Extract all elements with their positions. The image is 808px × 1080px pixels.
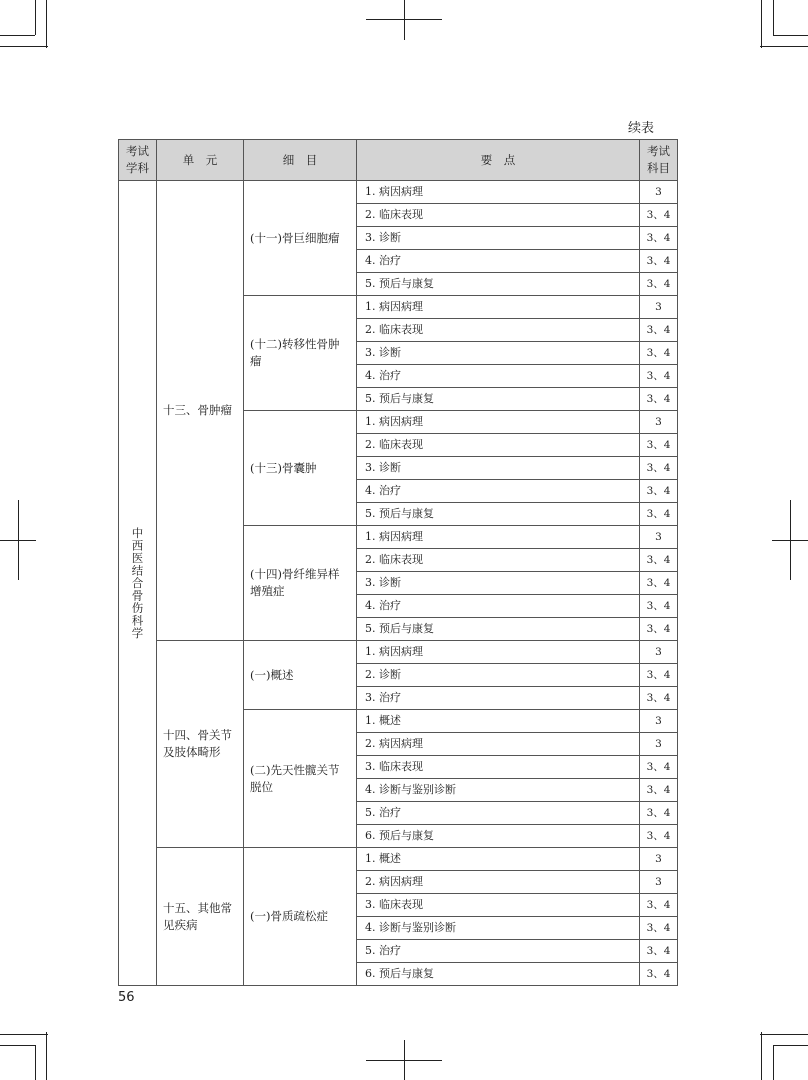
point-cell: 6. 预后与康复 bbox=[357, 963, 640, 986]
exam-subject-cell: 3、4 bbox=[640, 549, 678, 572]
point-cell: 3. 临床表现 bbox=[357, 894, 640, 917]
subject-cell: 中西医结合骨伤科学 bbox=[119, 181, 157, 986]
exam-subject-cell: 3 bbox=[640, 411, 678, 434]
header-unit: 单 元 bbox=[157, 140, 244, 181]
exam-subject-cell: 3 bbox=[640, 710, 678, 733]
exam-subject-cell: 3、4 bbox=[640, 434, 678, 457]
exam-subject-cell: 3、4 bbox=[640, 940, 678, 963]
unit-cell: 十四、骨关节及肢体畸形 bbox=[157, 641, 244, 848]
point-cell: 4. 诊断与鉴别诊断 bbox=[357, 917, 640, 940]
point-cell: 1. 病因病理 bbox=[357, 181, 640, 204]
header-subject: 考试 学科 bbox=[119, 140, 157, 181]
item-cell: (十二)转移性骨肿瘤 bbox=[244, 296, 357, 411]
exam-subject-cell: 3、4 bbox=[640, 319, 678, 342]
exam-subject-cell: 3、4 bbox=[640, 365, 678, 388]
exam-subject-cell: 3、4 bbox=[640, 227, 678, 250]
point-cell: 2. 临床表现 bbox=[357, 204, 640, 227]
point-cell: 2. 临床表现 bbox=[357, 434, 640, 457]
exam-subject-cell: 3、4 bbox=[640, 457, 678, 480]
point-cell: 2. 病因病理 bbox=[357, 733, 640, 756]
header-exam-subject: 考试 科目 bbox=[640, 140, 678, 181]
point-cell: 2. 病因病理 bbox=[357, 871, 640, 894]
exam-subject-cell: 3 bbox=[640, 733, 678, 756]
exam-subject-cell: 3、4 bbox=[640, 273, 678, 296]
exam-subject-cell: 3、4 bbox=[640, 618, 678, 641]
exam-subject-cell: 3 bbox=[640, 848, 678, 871]
item-cell: (十四)骨纤维异样增殖症 bbox=[244, 526, 357, 641]
item-cell: (一)骨质疏松症 bbox=[244, 848, 357, 986]
table-header-row bbox=[119, 140, 678, 181]
syllabus-table bbox=[118, 139, 678, 986]
point-cell: 4. 治疗 bbox=[357, 365, 640, 388]
point-cell: 4. 诊断与鉴别诊断 bbox=[357, 779, 640, 802]
exam-subject-cell: 3、4 bbox=[640, 664, 678, 687]
page-number: 56 bbox=[118, 990, 135, 1005]
exam-subject-cell: 3、4 bbox=[640, 917, 678, 940]
point-cell: 1. 病因病理 bbox=[357, 526, 640, 549]
exam-subject-cell: 3、4 bbox=[640, 963, 678, 986]
header-item: 细 目 bbox=[244, 140, 357, 181]
exam-subject-cell: 3、4 bbox=[640, 388, 678, 411]
point-cell: 3. 诊断 bbox=[357, 342, 640, 365]
unit-cell: 十三、骨肿瘤 bbox=[157, 181, 244, 641]
exam-subject-cell: 3、4 bbox=[640, 825, 678, 848]
point-cell: 5. 治疗 bbox=[357, 802, 640, 825]
point-cell: 5. 预后与康复 bbox=[357, 618, 640, 641]
exam-subject-cell: 3、4 bbox=[640, 779, 678, 802]
item-cell: (一)概述 bbox=[244, 641, 357, 710]
point-cell: 2. 临床表现 bbox=[357, 319, 640, 342]
table-row bbox=[119, 181, 678, 204]
exam-subject-cell: 3、4 bbox=[640, 480, 678, 503]
table-body bbox=[119, 181, 678, 986]
point-cell: 5. 治疗 bbox=[357, 940, 640, 963]
exam-subject-cell: 3、4 bbox=[640, 802, 678, 825]
exam-subject-cell: 3、4 bbox=[640, 572, 678, 595]
point-cell: 4. 治疗 bbox=[357, 595, 640, 618]
point-cell: 3. 治疗 bbox=[357, 687, 640, 710]
continued-table-label: 续表 bbox=[628, 121, 655, 136]
exam-subject-cell: 3、4 bbox=[640, 250, 678, 273]
point-cell: 1. 概述 bbox=[357, 848, 640, 871]
item-cell: (十一)骨巨细胞瘤 bbox=[244, 181, 357, 296]
exam-subject-cell: 3、4 bbox=[640, 342, 678, 365]
exam-subject-cell: 3、4 bbox=[640, 756, 678, 779]
exam-subject-cell: 3 bbox=[640, 871, 678, 894]
point-cell: 4. 治疗 bbox=[357, 250, 640, 273]
point-cell: 3. 诊断 bbox=[357, 572, 640, 595]
table-row bbox=[119, 848, 678, 871]
table-row bbox=[119, 641, 678, 664]
item-cell: (二)先天性髋关节脱位 bbox=[244, 710, 357, 848]
exam-subject-cell: 3 bbox=[640, 296, 678, 319]
point-cell: 1. 病因病理 bbox=[357, 296, 640, 319]
point-cell: 3. 诊断 bbox=[357, 457, 640, 480]
exam-subject-cell: 3、4 bbox=[640, 595, 678, 618]
point-cell: 1. 概述 bbox=[357, 710, 640, 733]
exam-subject-cell: 3 bbox=[640, 526, 678, 549]
point-cell: 1. 病因病理 bbox=[357, 641, 640, 664]
syllabus-table-container bbox=[118, 139, 677, 986]
exam-subject-cell: 3、4 bbox=[640, 894, 678, 917]
point-cell: 2. 临床表现 bbox=[357, 549, 640, 572]
point-cell: 2. 诊断 bbox=[357, 664, 640, 687]
point-cell: 5. 预后与康复 bbox=[357, 503, 640, 526]
item-cell: (十三)骨囊肿 bbox=[244, 411, 357, 526]
unit-cell: 十五、其他常见疾病 bbox=[157, 848, 244, 986]
exam-subject-cell: 3、4 bbox=[640, 204, 678, 227]
point-cell: 4. 治疗 bbox=[357, 480, 640, 503]
exam-subject-cell: 3、4 bbox=[640, 503, 678, 526]
point-cell: 6. 预后与康复 bbox=[357, 825, 640, 848]
point-cell: 5. 预后与康复 bbox=[357, 273, 640, 296]
exam-subject-cell: 3、4 bbox=[640, 687, 678, 710]
point-cell: 3. 诊断 bbox=[357, 227, 640, 250]
point-cell: 3. 临床表现 bbox=[357, 756, 640, 779]
exam-subject-cell: 3 bbox=[640, 641, 678, 664]
exam-subject-cell: 3 bbox=[640, 181, 678, 204]
point-cell: 1. 病因病理 bbox=[357, 411, 640, 434]
point-cell: 5. 预后与康复 bbox=[357, 388, 640, 411]
header-points: 要 点 bbox=[357, 140, 640, 181]
